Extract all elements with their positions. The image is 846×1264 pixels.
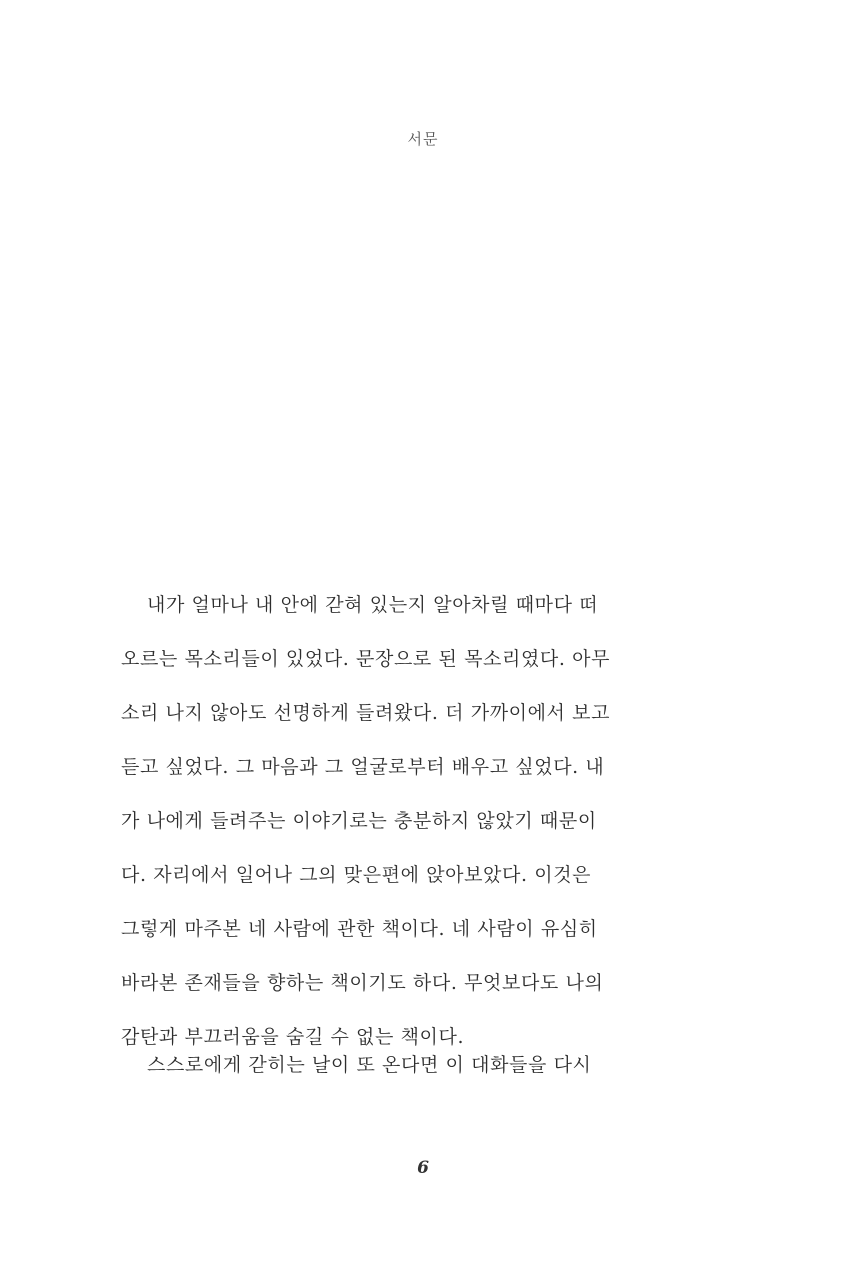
page-number: 6 [417, 1158, 429, 1178]
text-line: 가 나에게 들려주는 이야기로는 충분하지 않았기 때문이 [121, 810, 597, 832]
text-line: 그렇게 마주본 네 사람에 관한 책이다. 네 사람이 유심히 [121, 918, 598, 940]
text-line: 바라본 존재들을 향하는 책이기도 하다. 무엇보다도 나의 [121, 972, 604, 994]
text-line: 다. 자리에서 일어나 그의 맞은편에 앉아보았다. 이것은 [121, 864, 592, 886]
text-line: 소리 나지 않아도 선명하게 들려왔다. 더 가까이에서 보고 [121, 702, 611, 724]
text-line: 내가 얼마나 내 안에 갇혀 있는지 알아차릴 때마다 떠 [147, 594, 599, 616]
text-line: 듣고 싶었다. 그 마음과 그 얼굴로부터 배우고 싶었다. 내 [121, 756, 605, 778]
text-line: 스스로에게 갇히는 날이 또 온다면 이 대화들을 다시 [147, 1054, 592, 1076]
text-line: 감탄과 부끄러움을 숨길 수 없는 책이다. [121, 1026, 465, 1048]
text-line: 오르는 목소리들이 있었다. 문장으로 된 목소리였다. 아무 [121, 648, 611, 670]
section-title: 서문 [407, 130, 439, 148]
